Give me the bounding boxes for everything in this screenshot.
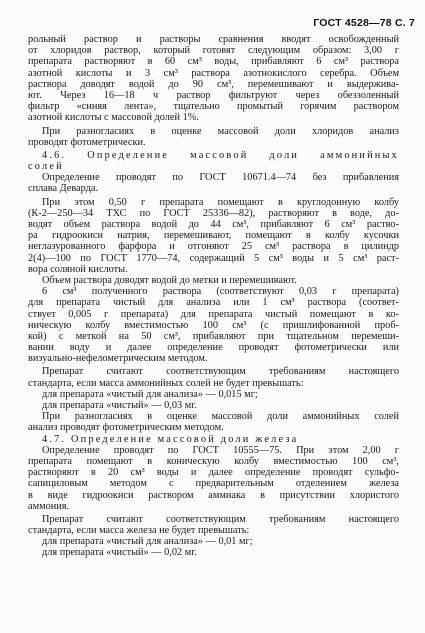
text-line: сапициловым методом с предварительным отделением железа	[28, 478, 399, 490]
text-line: Препарат считают соответствующим требованиям настоящего	[42, 366, 399, 378]
text-line: для препарата чистый для анализа или 1 см³ раствора (соответ-	[28, 297, 399, 309]
text-line: 2(4)—100 по ГОСТ 1770—74, содержащий 5 см³ воды и 5 см³ раст-	[28, 252, 399, 264]
text-line: солей	[28, 161, 64, 173]
text-line: для препарата «чистый» — 0,03 мг.	[42, 400, 197, 411]
text-line: вора соляной кислоты.	[28, 263, 128, 275]
text-line: аммония.	[28, 500, 70, 512]
text-line: азотной кислоты и 3 см³ раствора азотнокислого серебра. Объем	[28, 67, 399, 79]
text-line: 4.7. Определение массовой доли железа	[42, 433, 299, 445]
text-line: фильтр «синяя лента», тщательно промытый горячим раствором	[28, 101, 399, 113]
text-line: стандарта, если масса аммонийных солей не будет превышать:	[28, 377, 304, 389]
text-line: ют. Через 16—18 ч раствор фильтруют через обеззоленный	[28, 89, 399, 101]
text-line: Препарат считают соответствующим требованиям настоящего	[42, 513, 399, 525]
text-line: анализ проводят фотометрическим методом.	[28, 422, 224, 434]
text-line: вании воду и далее определение проводят фотометрически или	[28, 342, 399, 354]
text-line: (К-2—250—34 ТХС по ГОСТ 25336—82), растворяют в воде, до-	[28, 207, 399, 219]
document-body	[28, 34, 399, 559]
text-line: При разногласиях в оценке массовой доли хлоридов анализ	[42, 125, 399, 137]
text-line: сплава Деварда.	[28, 183, 99, 195]
text-line: неглазурованного фарфора и отгоняют 25 см³ раствора в цилиндр	[28, 241, 399, 253]
text-line: ническую колбу вместимостью 100 см³ (с пришлифованной проб-	[28, 319, 399, 331]
text-line: При этом 0,50 г препарата помещают в круглодонную колбу	[42, 196, 399, 208]
text-line: Определение проводят по ГОСТ 10671.4—74 без прибавления	[42, 172, 399, 184]
text-line: препарата растворяют в 60 см³ воды, прибавляют 6 см³ раствора	[28, 56, 399, 68]
text-line: водят объем раствора водой до 44 см³, прибавляют 6 см³ раство-	[28, 219, 399, 230]
text-line: 4.6. Определение массовой доли аммонийных	[42, 149, 399, 161]
text-line: ра гидроокиси натрия, перемешивают, помещают в колбу кусочки	[28, 230, 399, 242]
text-line: препарата помещают в коническую колбу вместимостью 100 см³,	[28, 455, 399, 467]
text-line: для препарата «чистый для анализа» — 0,015 мг;	[42, 388, 258, 400]
text-line: для препарата «чистый» — 0,02 мг.	[42, 547, 197, 559]
text-line: кой) с меткой на 50 см³, прибавляют при тщательном перемеши-	[28, 330, 399, 342]
text-line: от хлоридов раствор, который готовят следующим образом: 3,00 г	[28, 45, 399, 57]
text-line: 6 см³ полученного раствора (соответствуют 0,03 г препарата)	[42, 286, 399, 298]
text-line: ствует 0,005 г препарата) для препарата чистый помещают в ко-	[28, 308, 399, 320]
text-line: Определение проводят по ГОСТ 10555—75. При этом 2,00 г	[42, 444, 399, 456]
text-line: растворяют в 20 см³ воды и далее определение проводят сульфо-	[28, 467, 399, 479]
text-line: При разногласиях в оценке массовой доли аммонийных солей	[42, 411, 399, 423]
text-line: для препарата «чистый для анализа» — 0,01 мг;	[42, 536, 253, 548]
text-line: в виде гидроокиси раствором аммиака в присутствии хлористого	[28, 489, 399, 501]
text-line: Объем раствора доводят водой до метки и перемешивают.	[42, 274, 297, 286]
text-line: азотной кислоты с массовой долей 1%.	[28, 112, 199, 124]
text-line: раствора доводят водой до 90 см³, перемешивают и выдержива-	[28, 78, 399, 90]
text-line: проводят фотометрически.	[28, 136, 146, 148]
text-line: визуально-нефелометрическим методом.	[28, 353, 208, 365]
text-line: стандарта, если масса железа не будет превышать:	[28, 525, 250, 537]
text-line: рольный раствор и растворы сравнения вводят освобожденный	[28, 34, 399, 45]
page-header: ГОСТ 4528—78 С. 7	[313, 17, 415, 29]
